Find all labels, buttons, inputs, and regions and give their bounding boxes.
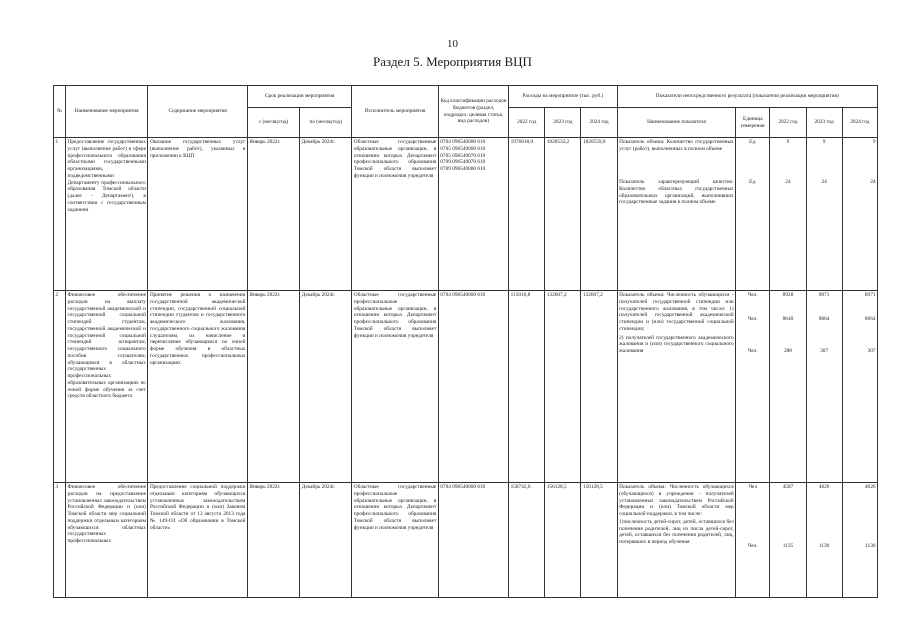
budget-code: 0704 096540000 610 (440, 484, 486, 490)
period-from: Январь 2022г. (247, 483, 299, 598)
indicator-value: 8971 (818, 292, 830, 298)
indicator-value: 1135 (782, 543, 794, 549)
budget-codes (438, 291, 508, 483)
header-period: Срок реализации мероприятия (247, 86, 351, 108)
indicator-unit: Чел (748, 484, 757, 490)
table-row (54, 291, 878, 483)
section-title: Раздел 5. Мероприятия ВЦП (373, 54, 532, 69)
indicator-2022 (770, 291, 806, 483)
indicator-2023 (806, 291, 842, 483)
executor: Областные государственные профессиональные образовательные организации, в отношении которых Департамент профессионального образования Томской области выполняет функции и полномочия учредителя (352, 291, 438, 483)
indicator-units (736, 291, 770, 483)
indicator-value: 24 (870, 179, 876, 185)
measure-content: Предоставление социальной поддержки отдельным категориям обучающихся установленных законодательством Российской Федерации и (или) Законом Томской области от 12 августа 2013 года № 149-ОЗ «Об образовании в Томской области» (148, 483, 247, 598)
budget-code: 0709 096540000 610 (440, 166, 486, 173)
indicator-value: 307 (820, 348, 829, 354)
expense-2023: 132607,2 (545, 291, 581, 483)
indicator-text: Показатель объема: Численность обучающихся (обучающихся) в учреждения - получателей установленных законодательством Российской Федерации и (или) Томской области мер социальной поддержки, в том числе: (619, 484, 734, 518)
indicator-names (617, 138, 736, 291)
indicator-2024 (842, 138, 877, 291)
budget-code: 0704 096540000 610 (440, 292, 486, 298)
header-expenses: Расходы на мероприятие (тыс. руб.) (509, 86, 618, 108)
indicator-value: 4587 (782, 484, 794, 490)
header-period-to: по (месяц/год) (300, 108, 352, 138)
indicator-unit: Чел. (747, 348, 758, 354)
expense-2023: 1820533,2 (545, 138, 581, 291)
indicator-value: 4626 (864, 484, 876, 490)
indicator-unit: Ед. (749, 139, 757, 145)
indicator-2024 (842, 291, 877, 483)
expense-2022: 115016,8 (509, 291, 545, 483)
expense-2022: 158742,6 (509, 483, 545, 598)
header-executor: Исполнитель мероприятия (352, 86, 438, 138)
expense-2024: 156128,5 (581, 483, 617, 598)
expense-2023: 156128,5 (545, 483, 581, 598)
budget-codes (438, 483, 508, 598)
period-to: Декабрь 2024г. (300, 291, 352, 483)
executor: Областные государственные профессиональные образовательные организации, в отношении которых Департамент профессионального образования Томской области выполняет функции и полномочия учредителя (352, 483, 438, 598)
indicator-value: 4626 (818, 484, 830, 490)
indicator-2023 (806, 138, 842, 291)
row-number: 3 (54, 483, 66, 598)
indicator-text: Показатель объема: Количество государственных услуг (работ), выполненных в полном объеме (619, 139, 734, 152)
indicator-text: Показатель объема: Численность обучающихся - получателей государственной стипендии или государственного жалования, в том числе: 1) получателей государственной академической стипендии и (или) государственной социальной стипендии; (619, 292, 734, 332)
budget-codes (438, 138, 508, 291)
measure-name: Предоставление государственных услуг (выполнение работ) в сфере профессионального образования областными государственными организациями, подведомственными Департаменту профессионального образования Томской области (далее - Департамент), в соответствии с государственным заданием (66, 138, 148, 291)
expense-2022: 1976818,0 (509, 138, 545, 291)
measures-table (53, 85, 878, 598)
budget-code: 0704 096540000 610 (440, 139, 486, 145)
header-ind-2022: 2022 год (770, 108, 806, 138)
indicator-unit: Чел. (747, 292, 758, 298)
indicator-value: 307 (867, 348, 876, 354)
header-content: Содержание мероприятия (148, 86, 247, 138)
indicator-names (617, 291, 736, 483)
indicator-unit: Ед. (749, 179, 757, 185)
indicator-unit: Чел. (747, 316, 758, 322)
indicator-value: 1130 (818, 543, 830, 549)
period-to: Декабрь 2024г. (300, 483, 352, 598)
indicator-value: 1130 (865, 543, 876, 549)
header-ind-name: Наименование показателя (617, 108, 736, 138)
indicator-value: 8928 (782, 292, 794, 298)
header-name: Наименование мероприятия (66, 86, 148, 138)
header-codes: Код классификации расходов бюджетов (раздел, подраздел, целевая статья, вид расходов) (438, 86, 508, 138)
measure-content: Оказание государственных услуг (выполнение работ), указанных в приложении к ВЦП (148, 138, 247, 291)
indicator-units (736, 483, 770, 598)
indicator-value: 9 (822, 139, 826, 145)
indicator-value: 8664 (864, 316, 876, 322)
indicator-value: 24 (785, 179, 791, 185)
header-exp-2022: 2022 год (509, 108, 545, 138)
indicator-value: 8640 (782, 316, 794, 322)
header-exp-2024: 2024 год (581, 108, 617, 138)
indicator-unit: Чел. (747, 543, 758, 549)
header-ind-2023: 2023 год (806, 108, 842, 138)
indicator-text: 1)численность детей-сирот, детей, оставшихся без попечения родителей, лиц из числа детей-сирот, детей, оставшихся без попечения родителей, лиц, потерявших в период обучения (619, 518, 734, 546)
budget-code: 0709 096540070 610 (440, 159, 486, 166)
row-number: 2 (54, 291, 66, 483)
header-indicators: Показатели непосредственного результата (показатели реализации мероприятия) (617, 86, 877, 108)
indicator-value: 9 (786, 139, 790, 145)
header-period-from: с (месяц/год) (247, 108, 299, 138)
table-row (54, 138, 878, 291)
measure-name: Финансовое обеспечение расходов на предоставление установленных законодательством Российской Федерации и (или) Томской области мер социальной поддержки отдельным категориям обучающихся областных государственных профессиональных (66, 483, 148, 598)
measure-name: Финансовое обеспечение расходов на выплату государственной академической и государственной социальной стипендий студентам, государственной академической и государственной социальной стипендий аспирантам, государственного социального пособия слушателям, обучающимся в областных государственных профессиональных образовательных организациях по очной форме обучения за счет средств областного бюджета (66, 291, 148, 483)
indicator-2022 (770, 138, 806, 291)
indicator-text: 2) получателей государственного академического жалования и (или) государственного социального жалования (619, 334, 734, 355)
page-number: 10 (447, 38, 458, 50)
measure-content: Принятие решения о назначении государственной академической стипендии, государственной социальной стипендии студентам и государственного академического жалования, государственного социального жалования слушателям, их начисление и перечисление обучающимся по очной форме обучения в областных государственных профессиональных организациях (148, 291, 247, 483)
indicator-value: 288 (783, 348, 792, 354)
header-exp-2023: 2023 год (545, 108, 581, 138)
header-ind-2024: 2024 год (842, 108, 877, 138)
indicator-2024 (842, 483, 877, 598)
header-no: № (54, 86, 66, 138)
table-row (54, 483, 878, 598)
expense-2024: 132607,2 (581, 291, 617, 483)
indicator-value: 8971 (864, 292, 876, 298)
indicator-units (736, 138, 770, 291)
indicator-value: 9 (872, 139, 876, 145)
indicator-2022 (770, 483, 806, 598)
expense-2024: 1820559,8 (581, 138, 617, 291)
budget-code: 0705 096540070 610 (440, 152, 486, 159)
indicator-value: 8664 (818, 316, 830, 322)
period-to: Декабрь 2024г. (300, 138, 352, 291)
row-number: 1 (54, 138, 66, 291)
budget-code: 0705 096540000 610 (440, 145, 486, 152)
indicator-2023 (806, 483, 842, 598)
period-from: Январь 2022г. (247, 291, 299, 483)
executor: Областные государственные образовательные организации, в отношении которых Департамент профессионального образования Томской области выполняет функции и полномочия учредителя (352, 138, 438, 291)
indicator-text: Показатель характеризующий качество: Количество областных государственных образовательных организаций, выполнивших государственные задания в полном объеме (619, 179, 734, 206)
header-unit: Единица измерения (736, 108, 770, 138)
indicator-names (617, 483, 736, 598)
period-from: Январь 2022г. (247, 138, 299, 291)
indicator-value: 24 (821, 179, 827, 185)
